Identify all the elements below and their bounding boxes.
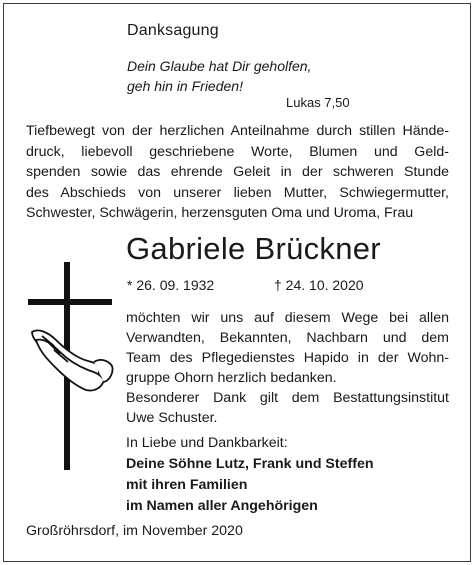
praying-hands-icon [32,330,113,390]
quote-reference: Lukas 7,50 [286,95,350,110]
place-date: Großröhrsdorf, im November 2020 [26,523,243,539]
closing-signature [126,433,374,517]
thanks-line: Verwandten, Bekannten, Nachbarn und dem [126,330,449,346]
deceased-name: Gabriele Brückner [126,231,381,266]
family-line: Deine Söhne Lutz, Frank und Steffen [126,456,374,472]
intro-line: Schwester, Schwägerin, herzensguten Oma und Uroma, Frau [26,205,414,221]
intro-line: druck, liebevoll geschriebene Worte, Blumen und Geld- [26,143,449,160]
quote-line: Dein Glaube hat Dir geholfen, [127,58,312,74]
intro-paragraph [26,121,449,224]
intro-line: spenden sowie das ehrende Geleit in der schweren Stunde [26,164,449,180]
thanks-line: möchten wir uns auf diesem Wege bei allen [126,310,449,326]
memorial-symbol [28,262,118,477]
birth-date: * 26. 09. 1932 [127,277,215,293]
thanks-paragraph [126,308,449,428]
closing-line: In Liebe und Dankbarkeit: [126,435,288,451]
thanks-line: Uwe Schuster. [126,410,218,426]
cross-icon [28,262,118,472]
intro-line: Tiefbewegt von der herzlichen Anteilnahme durch stillen Hände- [26,123,449,139]
intro-line: des Abschieds von unserer lieben Mutter, Schwiegermutter, [26,184,449,201]
thanks-line: gruppe Ohorn herzlich bedanken. [126,370,337,386]
bible-quote [127,56,311,96]
thanks-line: Besonderer Dank gilt dem Bestattungsinstitut [126,390,449,406]
death-date: † 24. 10. 2020 [274,277,364,293]
quote-line: geh hin in Frieden! [127,78,243,94]
family-line: im Namen aller Angehörigen [126,498,318,514]
thanks-line: Team des Pflegedienstes Hapido in der Wohn- [126,350,449,366]
notice-heading: Danksagung [127,22,219,39]
family-line: mit ihren Familien [126,477,248,493]
